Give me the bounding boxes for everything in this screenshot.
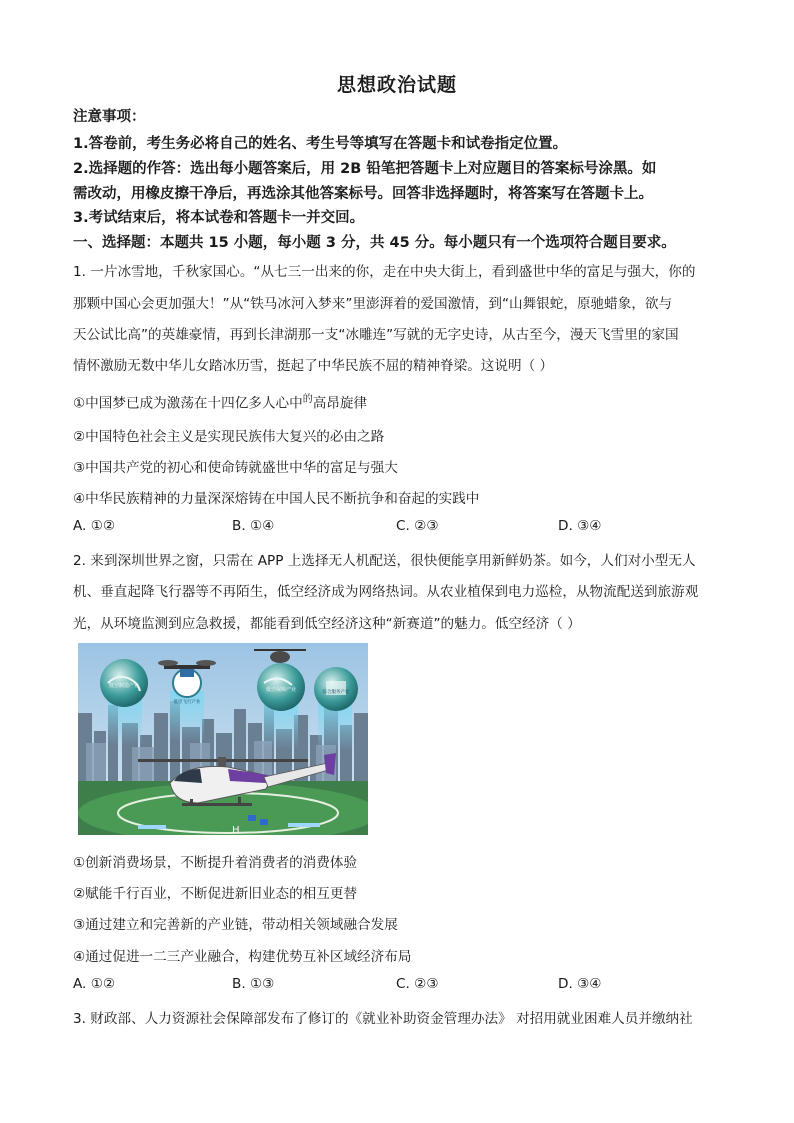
q1-statement-3: ③中国共产党的初心和使命铸就盛世中华的富足与强大 (73, 460, 398, 476)
q2-statement-2: ②赋能千行百业，不断促进新旧业态的相互更替 (73, 886, 358, 902)
q1-stem-line-1: 1. 一片冰雪地，千秋家国心。“从七三一出来的你，走在中央大街上，看到盛世中华的富足与强大，你的 (73, 264, 696, 280)
globe-label-1: 低空制造产业 (108, 683, 140, 689)
globe-label-4: 综合服务产业 (322, 690, 350, 695)
q2-option-c[interactable]: C. ②③ (396, 976, 439, 992)
q1-statement-2: ②中国特色社会主义是实现民族伟大复兴的必由之路 (73, 429, 385, 445)
q2-stem-line-1: 2. 来到深圳世界之窗，只需在 APP 上选择无人机配送，很快便能享用新鲜奶茶。如今，人们对小型无人 (73, 553, 696, 569)
globe-icon (314, 667, 358, 711)
q2-stem-line-3: 光，从环境监测到应急救援，都能看到低空经济这种“新赛道”的魅力。低空经济（ ） (73, 616, 581, 632)
q2-stem-line-2: 机、垂直起降飞行器等不再陌生，低空经济成为网络热词。从农业植保到电力巡检，从物流配送到旅游观 (73, 584, 699, 600)
illustration-svg (78, 643, 368, 835)
q1-stem-line-3: 天公试比高”的英雄豪情，再到长津湖那一支“冰雕连”写就的无字史诗，从古至今，漫天飞雪里的家国 (73, 327, 679, 343)
q1-option-d[interactable]: D. ③④ (558, 518, 602, 534)
globe-label-3: 低空保障产业 (265, 687, 297, 693)
low-altitude-economy-illustration (78, 643, 368, 835)
q2-statement-3: ③通过建立和完善新的产业链，带动相关领域融合发展 (73, 917, 398, 933)
section-heading: 一、选择题：本题共 15 小题，每小题 3 分，共 45 分。每小题只有一个选项符合题目要求。 (73, 235, 676, 251)
notes-item-2b: 需改动，用橡皮擦干净后，再选涂其他答案标号。回答非选择题时，将答案写在答题卡上。 (73, 186, 653, 202)
q3-stem-line-1: 3. 财政部、人力资源社会保障部发布了修订的《就业补助资金管理办法》 对招用就业困难人员并缴纳社 (73, 1011, 693, 1027)
q1-statement-1-b: 高昂旋律 (312, 395, 368, 412)
q1-option-c[interactable]: C. ②③ (396, 518, 439, 534)
q1-option-a[interactable]: A. ①② (73, 518, 116, 534)
helipad-marking: H (232, 825, 240, 835)
notes-item-2a: 2.选择题的作答：选出每小题答案后，用 2B 铅笔把答题卡上对应题目的答案标号涂黑。如 (73, 161, 657, 177)
q1-statement-1-sup: 的 (302, 394, 313, 405)
q1-option-b[interactable]: B. ①④ (232, 518, 275, 534)
q1-stem-line-2: 那颗中国心会更加强大！”从“铁马冰河入梦来”里澎湃着的爱国激情，到“山舞银蛇，原驰蜡象，欲与 (73, 296, 673, 312)
q2-option-a[interactable]: A. ①② (73, 976, 116, 992)
q2-option-b[interactable]: B. ①③ (232, 976, 275, 992)
q1-statement-1-a: ①中国梦已成为激荡在十四亿多人心中 (73, 395, 303, 412)
page-title: 思想政治试题 (336, 74, 457, 96)
q1-statement-4: ④中华民族精神的力量深深熔铸在中国人民不断抗争和奋起的实践中 (73, 491, 480, 507)
q2-statement-1: ①创新消费场景，不断提升着消费者的消费体验 (73, 855, 358, 871)
notes-item-3: 3.考试结束后，将本试卷和答题卡一并交回。 (73, 210, 365, 226)
q1-statement-1 (73, 390, 367, 412)
notes-item-1: 1.答卷前，考生务必将自己的姓名、考生号等填写在答题卡和试卷指定位置。 (73, 136, 568, 152)
q2-option-d[interactable]: D. ③④ (558, 976, 602, 992)
q1-stem-line-4: 情怀激励无数中华儿女踏冰历雪，挺起了中华民族不屈的精神脊梁。这说明（ ） (73, 358, 554, 374)
q2-statement-4: ④通过促进一二三产业融合，构建优势互补区域经济布局 (73, 949, 412, 965)
globe-label-2: 低空飞行产业 (173, 700, 201, 705)
notes-heading: 注意事项： (73, 109, 146, 125)
